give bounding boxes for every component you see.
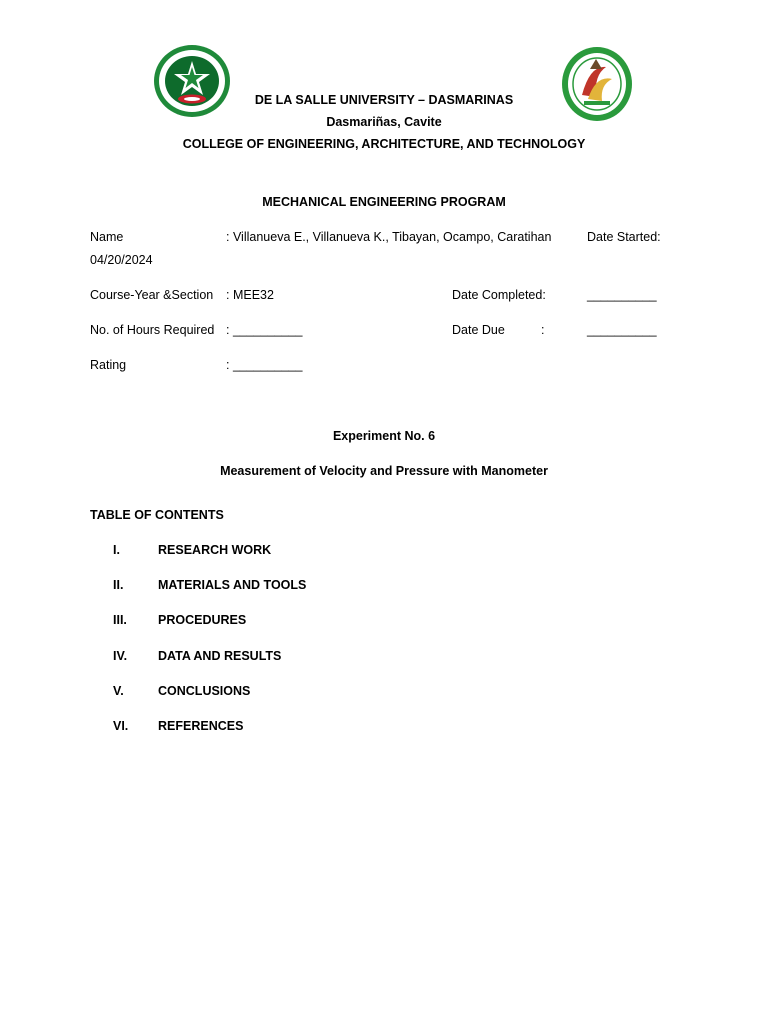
toc-item-label: CONCLUSIONS bbox=[158, 684, 251, 698]
date-started-value: 04/20/2024 bbox=[90, 253, 153, 267]
toc-item-number: III. bbox=[113, 613, 127, 627]
course-value: : MEE32 bbox=[226, 288, 274, 302]
experiment-number: Experiment No. 6 bbox=[332, 429, 436, 443]
date-completed-value: __________ bbox=[587, 288, 657, 302]
experiment-title: Measurement of Velocity and Pressure with Manometer bbox=[220, 464, 548, 478]
toc-item-label: RESEARCH WORK bbox=[158, 543, 272, 557]
university-seal-icon bbox=[152, 43, 232, 119]
name-value: : Villanueva E., Villanueva K., Tibayan, Ocampo, Caratihan bbox=[226, 230, 552, 244]
course-label: Course-Year &Section bbox=[90, 288, 214, 302]
date-due-value: __________ bbox=[587, 323, 657, 337]
date-started-label: Date Started: bbox=[587, 230, 661, 244]
date-due-colon: : bbox=[541, 323, 545, 337]
toc-item-number: IV. bbox=[113, 649, 128, 663]
date-due-label: Date Due bbox=[452, 323, 505, 337]
date-completed-label: Date Completed: bbox=[452, 288, 546, 302]
toc-item-label: REFERENCES bbox=[158, 719, 244, 733]
hours-label: No. of Hours Required bbox=[90, 323, 215, 337]
toc-heading: TABLE OF CONTENTS bbox=[90, 508, 224, 522]
college-name: COLLEGE OF ENGINEERING, ARCHITECTURE, AND TECHNOLOGY bbox=[182, 137, 586, 151]
toc-item-number: II. bbox=[113, 578, 124, 592]
rating-label: Rating bbox=[90, 358, 127, 372]
program-name: MECHANICAL ENGINEERING PROGRAM bbox=[262, 195, 506, 209]
rating-value: : __________ bbox=[226, 358, 303, 372]
toc-item-label: DATA AND RESULTS bbox=[158, 649, 282, 663]
toc-item-number: VI. bbox=[113, 719, 129, 733]
toc-item-number: V. bbox=[113, 684, 124, 698]
toc-item-label: MATERIALS AND TOOLS bbox=[158, 578, 307, 592]
college-seal-icon bbox=[560, 45, 634, 123]
university-location: Dasmariñas, Cavite bbox=[326, 115, 442, 129]
name-label: Name bbox=[90, 230, 124, 244]
toc-item-label: PROCEDURES bbox=[158, 613, 247, 627]
university-name: DE LA SALLE UNIVERSITY – DASMARINAS bbox=[254, 93, 514, 107]
toc-item-number: I. bbox=[113, 543, 120, 557]
hours-value: : __________ bbox=[226, 323, 303, 337]
